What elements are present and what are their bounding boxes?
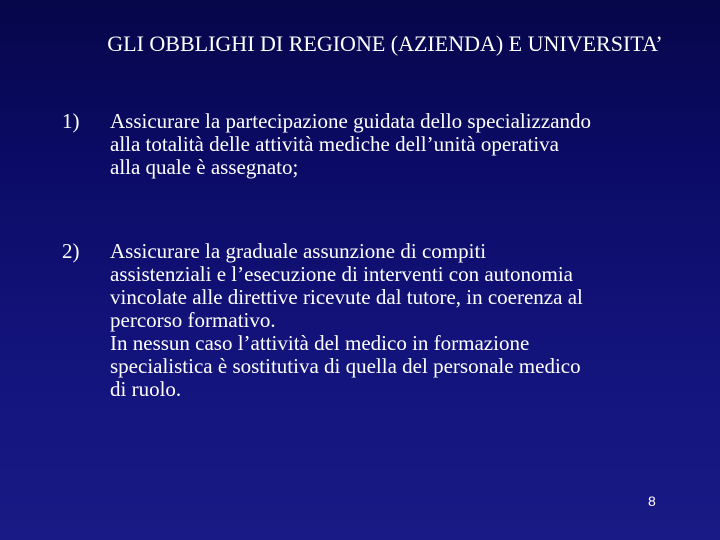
text-line: alla quale è assegnato; <box>110 155 299 179</box>
text-line: assistenziali e l’esecuzione di interventi con autonomia <box>110 262 574 286</box>
list-item-number: 2) <box>62 239 80 263</box>
list-item-note <box>110 332 680 401</box>
list-item-text <box>110 240 680 401</box>
text-line: vincolate alle direttive ricevute dal tutore, in coerenza al <box>110 285 583 309</box>
slide-title: GLI OBBLIGHI DI REGIONE (AZIENDA) E UNIVERSITA’ <box>107 31 663 56</box>
text-line: Assicurare la partecipazione guidata dello specializzando <box>110 109 592 133</box>
text-line: alla totalità delle attività mediche dell’unità operativa <box>110 132 559 156</box>
text-line: Assicurare la graduale assunzione di compiti <box>110 239 487 263</box>
note-line: specialistica è sostitutiva di quella del personale medico <box>110 354 581 378</box>
note-line: di ruolo. <box>110 377 182 401</box>
page-number: 8 <box>648 493 656 509</box>
list-item-text <box>110 110 680 179</box>
note-line: In nessun caso l’attività del medico in formazione <box>110 331 530 355</box>
list-item-number: 1) <box>62 109 80 133</box>
text-line: percorso formativo. <box>110 308 276 332</box>
